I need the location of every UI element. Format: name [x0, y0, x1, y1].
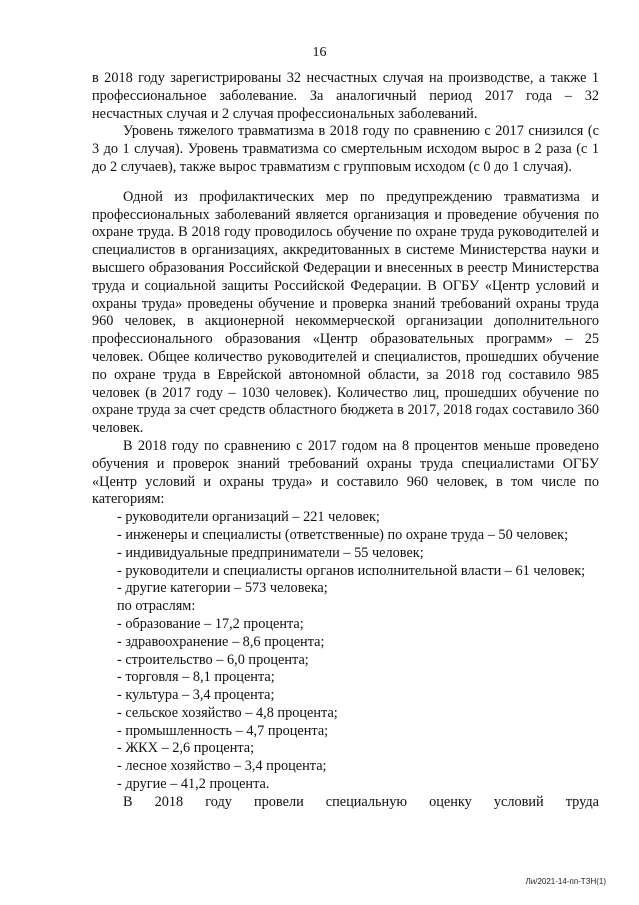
list-item: - руководители и специалисты органов исполнительной власти – 61 человек; — [117, 562, 586, 579]
list-item: - торговля – 8,1 процента; — [117, 669, 275, 686]
paragraph-severe-injury: Уровень тяжелого травматизма в 2018 году по сравнению с 2017 снизился (с 3 до 1 случая). Уровень травматизма со смертельным исходом вырос в 2 раза (с 1 до 2 случаев), также вырос травматизм с групповым исходом (с 0 до 1 случая). — [92, 123, 599, 175]
paragraph-closing: В 2018 году провели специальную оценку условий труда — [123, 793, 599, 810]
sectors-heading: по отраслям: — [117, 598, 196, 615]
paragraph-accident-stats: в 2018 году зарегистрированы 32 несчастных случая на производстве, а также 1 профессиональное заболевание. За аналогичный период 2017 года – 32 несчастных случая и 2 случая профессиональных заболеваний. — [92, 70, 599, 122]
page-number: 16 — [312, 45, 327, 60]
list-item: - другие – 41,2 процента. — [117, 776, 270, 793]
category-list — [92, 509, 599, 598]
paragraph-training-comparison: В 2018 году по сравнению с 2017 годом на 8 процентов меньше проведено обучения и проверок знаний требований охраны труда специалистами ОГБУ «Центр условий и охраны труда» и составило 960 человек, в том числе по категориям: — [92, 437, 599, 508]
paragraph-training: Одной из профилактических мер по предупреждению травматизма и профессиональных заболеваний является организация и проведение обучения по охране труда. В 2018 году проводилось обучение по охране труда руководителей и специалистов в организациях, аккредитованных в системе Министерства науки и высшего образования Российской Федерации и внесенных в реестр Министерства труда и социальной защиты Российской Федерации. В ОГБУ «Центр условий и охраны труда» проведены обучение и проверка знаний требований охраны труда 960 человек, в акционерной некоммерческой организации дополнительного профессионального образования «Центр образовательных программ» – 25 человек. Общее количество руководителей и специалистов, прошедших обучение по охране труда в Еврейской автономной области, за 2018 год составило 985 человек (в 2017 году – 1030 человек). Количество лиц, прошедших обучение по охране труда за счет средств областного бюджета в 2017, 2018 годах составило 360 человек. — [92, 188, 599, 437]
list-item: - строительство – 6,0 процента; — [117, 651, 309, 668]
list-item: - сельское хозяйство – 4,8 процента; — [117, 704, 338, 721]
list-item: - образование – 17,2 процента; — [117, 615, 304, 632]
list-item: - другие категории – 573 человека; — [117, 580, 328, 597]
list-item: - культура – 3,4 процента; — [117, 687, 275, 704]
list-item: - промышленность – 4,7 процента; — [117, 722, 329, 739]
list-item: - руководители организаций – 221 человек; — [117, 509, 380, 526]
list-item: - индивидуальные предприниматели – 55 человек; — [117, 544, 424, 561]
list-item: - лесное хозяйство – 3,4 процента; — [117, 758, 327, 775]
document-body — [92, 70, 599, 812]
list-item: - ЖКХ – 2,6 процента; — [117, 740, 255, 757]
sector-list — [92, 616, 599, 794]
list-item: - инженеры и специалисты (ответственные) по охране труда – 50 человек; — [117, 526, 569, 543]
footer-code: Ли/2021-14-пп-ТЗН(1) — [525, 877, 606, 887]
list-item: - здравоохранение – 8,6 процента; — [117, 633, 325, 650]
